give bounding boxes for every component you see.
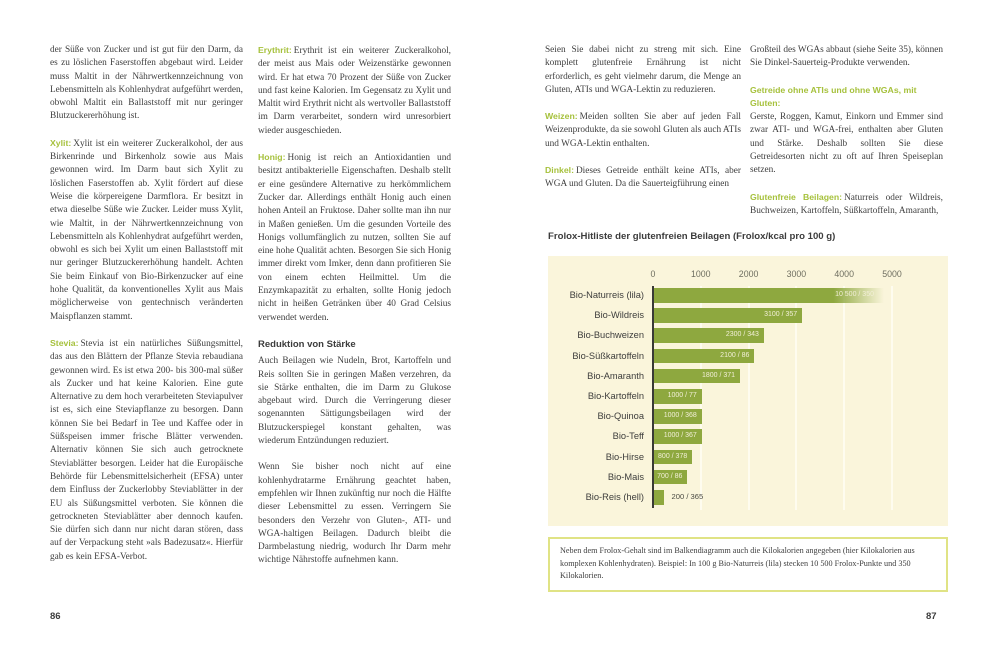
chart-bar bbox=[654, 349, 754, 364]
chart-title: Frolox-Hitliste der glutenfreien Beilagen (Frolox/kcal pro 100 g) bbox=[548, 231, 836, 242]
paragraph-text: Gerste, Roggen, Kamut, Einkorn und Emmer sind zwar ATI- und WGA-frei, enthalten aber Gluten und Stärke. Deshalb sollten Sie diese Getreidesorten nicht zu oft auf Ihren Speiseplan setzen. bbox=[750, 112, 943, 176]
paragraph-text: Honig ist reich an Antioxidantien und besitzt antibakterielle Eigenschaften. Deshalb stellt er eine gesündere Alternative zu herkömmlichem Zucker dar. Allerdings enthält Honig auch einen hohen Anteil an Fruktose. Daher sollte man ihn nur in Maßen genießen. Um die gesunden Vorteile des Honigs vollumfänglich zu nutzen, sollten Sie auf eine hohe Qualität achten. Besorgen Sie sich Honig immer direkt vom Imker, denn dann profitieren Sie von einem echten Heilmittel. Um die Enzymkapazität zu erhalten, sollte Honig jedoch nicht in heißen Getränken über 40 Grad Celsius verwendet werden. bbox=[258, 153, 451, 323]
chart-category-label: Bio-Wildreis bbox=[594, 310, 644, 321]
chart-category-label: Bio-Reis (hell) bbox=[585, 492, 644, 502]
chart-bar bbox=[654, 429, 702, 444]
keyword-getreide-ohne-atis: Getreide ohne ATIs und ohne WGAs, mit Gluten: bbox=[750, 84, 917, 108]
page87-column-2 bbox=[750, 44, 943, 231]
chart-value-label: 10 500 / 350 bbox=[835, 291, 874, 298]
chart-category-label: Bio-Mais bbox=[607, 471, 644, 482]
keyword-honig: Honig: bbox=[258, 152, 286, 163]
page-number-86: 86 bbox=[50, 611, 61, 622]
chart-bar bbox=[654, 369, 740, 384]
info-box bbox=[548, 537, 948, 592]
chart-tick-label: 2000 bbox=[738, 269, 759, 279]
chart-tick-label: 5000 bbox=[882, 269, 902, 279]
chart-category-label: Bio-Buchweizen bbox=[577, 330, 644, 341]
keyword-stevia: Stevia: bbox=[50, 337, 79, 348]
keyword-dinkel: Dinkel: bbox=[545, 165, 574, 176]
paragraph bbox=[750, 84, 943, 178]
chart-category-label: Bio-Teff bbox=[612, 431, 644, 442]
chart-tick-label: 4000 bbox=[834, 269, 854, 279]
paragraph-text: Stevia ist ein natürliches Süßungsmittel, das aus den Blättern der Pflanze Stevia rebaudiana gewonnen wird. Es ist etwa 200- bis 300-mal süßer als Zucker und hat keine Kalorien. Eine gute Alternative zu dem hoch verarbeiteten Steviapulver ist es, sich eine Steviapflanze zu besorgen. Dann können Sie bei Bedarf in Tee und Kaffee oder in Süßspeisen immer frische Blätter verwenden. Alternativ können Sie sich auch getrocknete Steviablätter besorgen. Leider hat die Europäische Behörde für Lebensmittelsicherheit (EFSA) unter dem Einfluss der Zuckerlobby Steviablätter in der EU als Süßungsmittel verboten. Sie können die getrockneten Steviablätter aber dennoch kaufen. Sie dürfen sich dann nur nicht daran stören, dass auf der Verpackung steht »als Badezusatz«. Hierfür gab es kein EFSA-Verbot. bbox=[50, 338, 243, 562]
paragraph-text: Seien Sie dabei nicht zu streng mit sich. Eine komplett glutenfreie Ernährung ist nicht erforderlich, es geht vielmehr darum, die Menge an Gluten, ATIs und WGA-Lektin zu reduzieren. bbox=[545, 45, 741, 95]
chart-value-label: 2300 / 343 bbox=[725, 331, 759, 339]
chart-category-label: Bio-Amaranth bbox=[587, 370, 644, 381]
chart-value-label: 1000 / 368 bbox=[663, 412, 697, 420]
chart-value-label: 2100 / 86 bbox=[720, 351, 750, 359]
page-number-87: 87 bbox=[926, 611, 937, 622]
chart-value-label: 1000 / 77 bbox=[667, 392, 697, 399]
chart-category-label: Bio-Kartoffeln bbox=[587, 391, 644, 401]
chart-category-label: Bio-Süßkartoffeln bbox=[572, 350, 644, 361]
chart-value-label: 200 / 365 bbox=[671, 492, 704, 501]
keyword-erythrit: Erythrit: bbox=[258, 45, 292, 55]
chart-bar bbox=[654, 490, 664, 505]
paragraph-text: Meiden sollten Sie aber auf jeden Fall Weizenprodukte, da sie sowohl Gluten als auch ATIs und WGA-Lektin enthalten. bbox=[545, 112, 741, 149]
paragraph bbox=[258, 461, 451, 567]
chart-tick-label: 3000 bbox=[786, 269, 807, 279]
chart-category-label: Bio-Hirse bbox=[605, 451, 644, 462]
paragraph-text: Wenn Sie bisher noch nicht auf eine kohlenhydratarme Ernährung geachtet haben, empfehlen wir Ihnen zukünftig nur noch die Hälfte dieser Lebensmittel zu essen. Verringern Sie besonders den Verzehr von Gluten-, ATI- und WGA-haltigen Beilagen. Dadurch bleibt die Darmbelastung niedrig, wodurch Ihr Darm mehr wichtige Nährstoffe aufnehmen kann. bbox=[258, 462, 451, 566]
paragraph bbox=[50, 337, 243, 564]
chart-bar bbox=[654, 409, 702, 424]
keyword-weizen: Weizen: bbox=[545, 111, 578, 122]
chart-gridline bbox=[891, 286, 893, 510]
paragraph bbox=[545, 44, 741, 97]
page86-column-2 bbox=[258, 44, 451, 581]
paragraph-text: Xylit ist ein weiterer Zuckeralkohol, der aus Birkenrinde und Birkenholz sowie aus Mais gewonnen wird. Im Darm baut sich Xylit zu löslichen Faserstoffen ab. Xylit fördert auf diese Weise die körpereigene Darmflora. Er besitzt in etwa dieselbe Süße wie Zucker. Leider muss Xylit, wie Maltit, in der Nährwertkennzeichnung von Lebensmitteln als Kohlenhydrat aufgeführt werden, obwohl es sich bei Xylit um einen Ballaststoff mit nur geringer Blutzuckererhöhung handelt. Achten Sie beim Einkauf von Bio-Birkenzucker auf eine hohe Qualität, da konventionelles Xylit aus Mais möglicherweise von gentechnisch veränderten Maispflanzen stammt. bbox=[50, 138, 243, 322]
chart-category-label: Bio-Quinoa bbox=[597, 411, 644, 422]
chart-gridline bbox=[843, 286, 845, 510]
chart-value-label: 700 / 86 bbox=[657, 472, 683, 480]
page87-column-1 bbox=[545, 44, 741, 205]
chart-tick-label: 1000 bbox=[691, 269, 711, 279]
paragraph bbox=[750, 44, 943, 71]
chart-tick-label: 0 bbox=[650, 269, 656, 279]
keyword-xylit: Xylit: bbox=[50, 137, 72, 148]
paragraph bbox=[50, 44, 243, 124]
paragraph bbox=[258, 151, 451, 325]
paragraph bbox=[545, 110, 741, 151]
chart-value-label: 800 / 378 bbox=[658, 452, 688, 460]
paragraph-text: Großteil des WGAs abbaut (siehe Seite 35), können Sie Dinkel-Sauerteig-Produkte verwenden. bbox=[750, 45, 943, 69]
paragraph-text: Auch Beilagen wie Nudeln, Brot, Kartoffeln und Reis sollten Sie in geringen Maßen verzehren, da sie Stärke enthalten, die im Darm zu Glukose abgebaut wird. Durch die Verringerung dieser sogenannten Sättigungsbeilagen wird der Blutzuckerspiegel konstant gehalten, was wiederum Entzündungen reduziert. bbox=[258, 356, 451, 447]
frolox-bar-chart bbox=[548, 256, 948, 526]
chart-bar bbox=[654, 328, 764, 343]
chart-value-label: 1800 / 371 bbox=[701, 371, 736, 379]
paragraph bbox=[258, 44, 451, 138]
chart-category-label: Bio-Naturreis (lila) bbox=[569, 290, 644, 300]
paragraph-text: Erythrit ist ein weiterer Zuckeralkohol, der meist aus Mais oder Weizenstärke gewonnen wird. Er hat etwa 70 Prozent der Süße von Zucker und fast keine Kalorien. Im Gegensatz zu Xylit und Maltit wird Erythrit nicht als wertvoller Ballaststoff im Darm verarbeitet, sondern wird unresorbiert wieder ausgeschieden. bbox=[258, 46, 451, 136]
keyword-glutenfreie-beilagen: Glutenfreie Beilagen: bbox=[750, 191, 843, 202]
chart-bar bbox=[654, 470, 687, 485]
paragraph bbox=[545, 164, 741, 192]
chart-value-label: 1000 / 367 bbox=[663, 432, 697, 440]
chart-bar bbox=[654, 450, 692, 465]
chart-bar bbox=[654, 288, 884, 303]
chart-value-label: 3100 / 357 bbox=[764, 311, 798, 319]
info-box-text: Neben dem Frolox-Gehalt sind im Balkendiagramm auch die Kilokalorien angegeben (hier Kilokalorien aus komplexen Kohlenhydraten). Beispiel: In 100 g Bio-Naturreis (lila) stecken 10 500 Frolox-Punkte und 350 Kilokalorien. bbox=[560, 546, 915, 580]
paragraph bbox=[750, 191, 943, 219]
chart-bar bbox=[654, 308, 802, 323]
paragraph bbox=[258, 355, 451, 448]
paragraph-text: Dieses Getreide enthält keine ATIs, aber WGA und Gluten. Da die Sauerteigführung einen bbox=[545, 166, 741, 190]
paragraph-text: Naturreis oder Wildreis, Buchweizen, Kartoffeln, Süßkartoffeln, Amaranth, bbox=[750, 192, 943, 216]
paragraph bbox=[50, 137, 243, 324]
paragraph-text: der Süße von Zucker und ist gut für den Darm, da es zu löslichen Faserstoffen abgebaut wird. Leider muss Maltit in der Nährwertkennzeichnung von Lebensmitteln als Kohlenhydrat aufgeführt werden, obwohl Maltit ein Ballaststoff mit nur geringer Blutzuckererhöhung ist. bbox=[50, 45, 243, 122]
section-heading-reduktion-von-staerke: Reduktion von Stärke bbox=[258, 338, 356, 350]
chart-bar bbox=[654, 389, 702, 404]
page86-column-1 bbox=[50, 44, 243, 577]
